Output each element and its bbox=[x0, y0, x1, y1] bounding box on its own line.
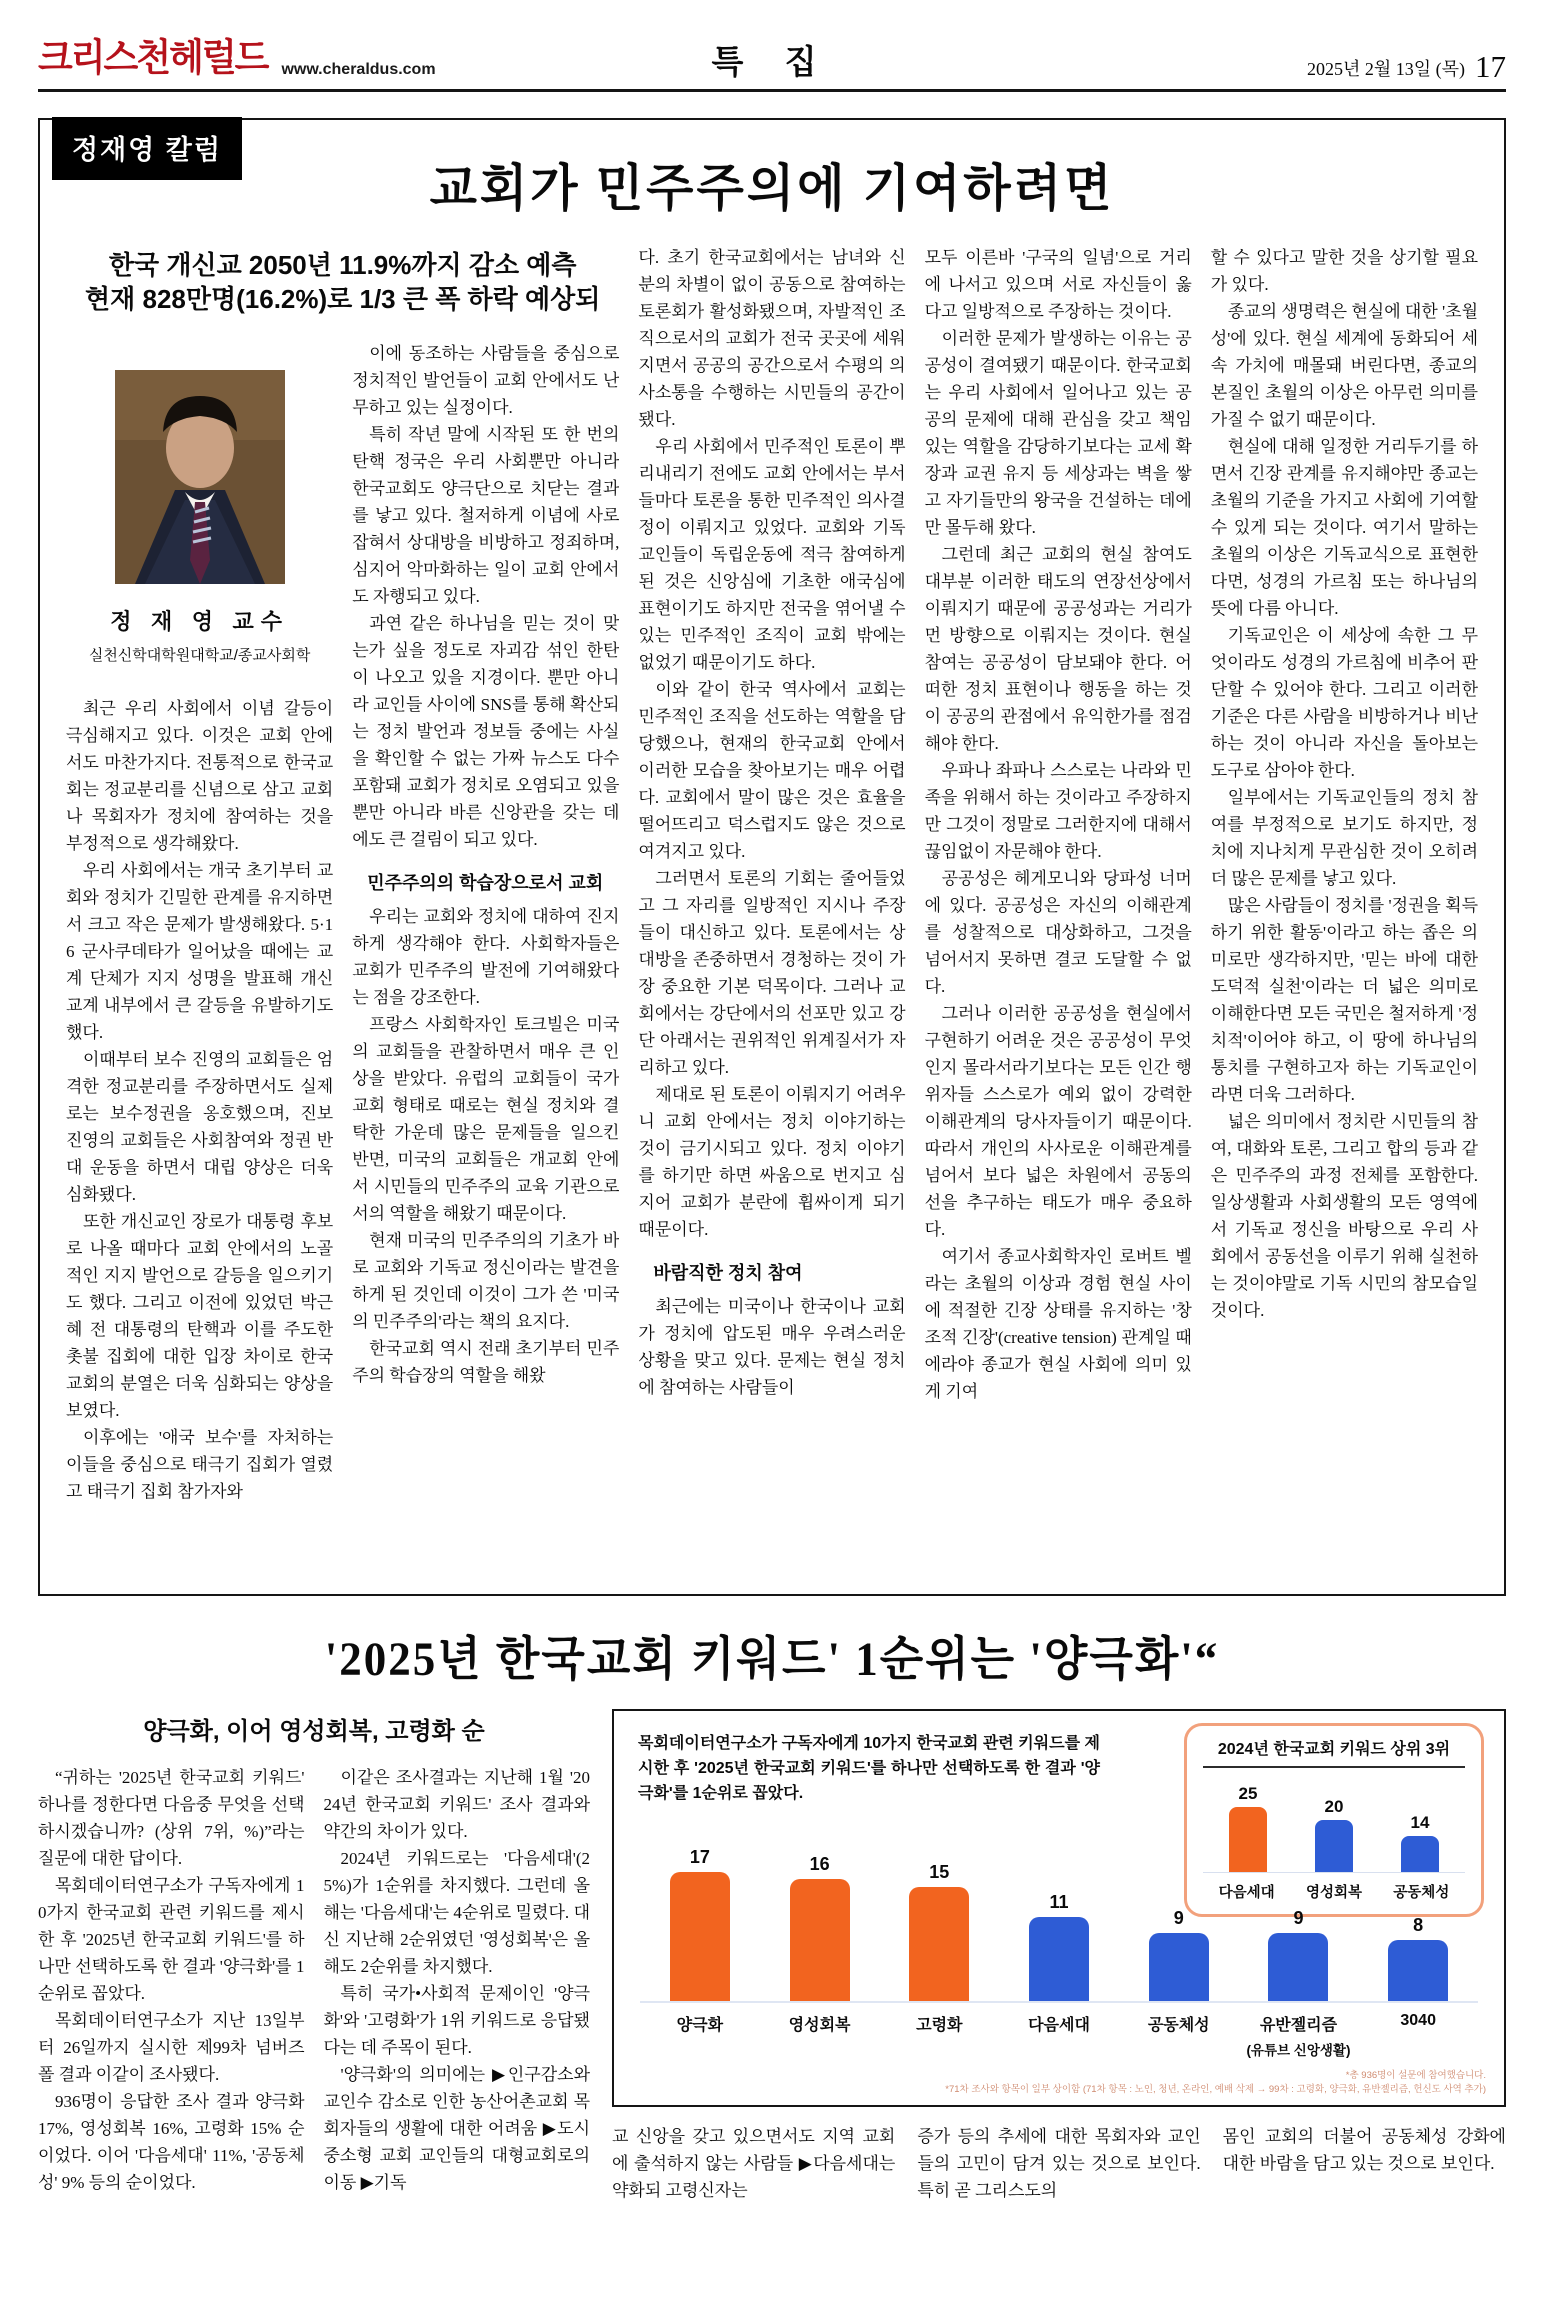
column-article-box bbox=[38, 118, 1506, 1596]
article2-title: '2025년 한국교회 키워드' 1순위는 '양극화'“ bbox=[324, 1632, 1220, 1686]
paragraph: 특히 작년 말에 시작된 또 한 번의 탄핵 정국은 우리 사회뿐만 아니라 한국교회도 양극단으로 치닫는 결과를 낳고 있다. 철저하게 이념에 사로잡혀서 상대방을 비방하고 정죄하며, 심지어 악마화하는 일이 교회 안에서도 자행되고 있다. bbox=[352, 425, 620, 606]
paragraph: 우리 사회에서 민주적인 토론이 뿌리내리기 전에도 교회 안에서는 부서들마다 토론을 통한 민주적인 의사결정이 이뤄지고 있었다. 교회와 기독교인들이 독립운동에 적극 참여하게 된 것은 신앙심에 기초한 애국심에 표현이기도 하지만 전국을 엮어낼 수 있는 민주적인 조직이 교회 밖에는 없었기 때문이기도 하다. bbox=[638, 437, 906, 672]
bar bbox=[1029, 1917, 1089, 2001]
article1-column-1-text bbox=[66, 695, 333, 1505]
paragraph: 현재 미국의 민주주의의 기초가 바로 교회와 기독교 정신이라는 발견을 하게 된 것인데 이것이 그가 쓴 '미국의 민주주의'라는 책의 요지다. bbox=[352, 1231, 620, 1331]
date-text: 2025년 2월 13일 (목) bbox=[1306, 59, 1465, 79]
bar-category-label: 영성회복 bbox=[1305, 1885, 1362, 1901]
paragraph: 이후에는 '애국 보수'를 자처하는 이들을 중심으로 태극기 집회가 열렸고 태극기 집회 참가자와 bbox=[66, 1428, 334, 1501]
strip-column-2: 증가 등의 추세에 대한 목회자와 교인들의 고민이 담겨 있는 것으로 보인다. 특히 곧 그리스도의 bbox=[917, 2127, 1201, 2200]
paragraph: “귀하는 '2025년 한국교회 키워드' 하나를 정한다면 다음중 무엇을 선택하시겠습니까? (상위 7위, %)”라는 질문에 대한 답이다. bbox=[38, 1768, 305, 1868]
paragraph: 할 수 있다고 말한 것을 상기할 필요가 있다. bbox=[1210, 248, 1478, 294]
bar-category-label: 다음세대 bbox=[1218, 1885, 1275, 1901]
chart-footnote-2: *71차 조사와 항목이 일부 상이함 (71차 항목 : 노인, 청년, 온라인, 예배 삭제 → 99차 : 고령화, 양극화, 유반젤리즘, 헌신도 사역 추가) bbox=[945, 2084, 1486, 2095]
paragraph: 최근에는 미국이나 한국이나 교회가 정치에 압도된 매우 우려스러운 상황을 맞고 있다. 문제는 현실 정치에 참여하는 사람들이 bbox=[638, 1297, 906, 1397]
paragraph: 과연 같은 하나님을 믿는 것이 맞는가 싶을 정도로 자괴감 섞인 한탄이 나오고 있을 지경이다. 뿐만 아니라 교인들 사이에 SNS를 통해 확산되는 정치 발언과 정보들 중에는 사실을 확인할 수 없는 가짜 뉴스도 다수 포함돼 교회가 정치로 오염되고 있을 뿐만 아니라 바른 신앙관을 갖는 데에도 큰 걸림이 되고 있다. bbox=[352, 614, 620, 849]
article2-column-1 bbox=[38, 1764, 305, 2196]
bar-다음세대 bbox=[999, 1892, 1119, 2001]
strip-column-3: 몸인 교회의 더불어 공동체성 강화에 대한 바람을 담고 있는 것으로 보인다. bbox=[1222, 2127, 1506, 2173]
strip-column-1: 교 신앙을 갖고 있으면서도 지역 교회에 출석하지 않는 사람들 ▶다음세대는 약화되 고령신자는 bbox=[612, 2127, 896, 2200]
bar-category-sublabel: (유튜브 신앙생활) bbox=[1246, 2043, 1351, 2058]
bar-value: 9 bbox=[1293, 1908, 1304, 1928]
paragraph: 이에 동조하는 사람들을 중심으로 정치적인 발언들이 교회 안에서도 난무하고 있는 실정이다. bbox=[352, 344, 620, 417]
paragraph: 모두 이른바 '구국의 일념'으로 거리에 나서고 있으며 서로 자신들이 옳다고 일방적으로 주장하는 것이다. bbox=[924, 248, 1192, 321]
paragraph: 다. 초기 한국교회에서는 남녀와 신분의 차별이 없이 공동으로 참여하는 토론회가 활성화됐으며, 자발적인 조직으로서의 교회가 전국 곳곳에 세워지면서 공공의 공간으로서 수평의 의사소통을 수행하는 시민들의 공간이 됐다. bbox=[638, 248, 906, 429]
keyword-article bbox=[38, 1622, 1506, 2204]
bar-category-label: 유반젤리즘 (유튜브 신앙생활) bbox=[1239, 2000, 1359, 2059]
bar bbox=[1149, 1933, 1209, 2001]
chart-footnote-1: *총 936명이 설문에 참여했습니다. bbox=[1345, 2070, 1486, 2081]
section-title: 특 집 bbox=[711, 43, 833, 80]
paragraph: 특히 국가•사회적 문제이인 '양극화'와 '고령화'가 1위 키워드로 응답됐다는 데 주목이 된다. bbox=[323, 1984, 590, 2057]
chart-inset-title: 2024년 한국교회 키워드 상위 3위 bbox=[1203, 1736, 1465, 1768]
article2-continuation-strip bbox=[612, 2123, 1506, 2204]
chart-intro-text: 목회데이터연구소가 구독자에게 10가지 한국교회 관련 키워드를 제시한 후 '2025년 한국교회 키워드'를 하나만 선택하도록 한 결과 '양극화'를 1순위로 꼽았다. bbox=[638, 1735, 1100, 1802]
paragraph: 이같은 조사결과는 지난해 1월 '2024년 한국교회 키워드' 조사 결과와 약간의 차이가 있다. bbox=[323, 1768, 590, 1841]
bar-category-label: 공동체성 bbox=[1393, 1885, 1450, 1901]
article2-column-2 bbox=[324, 1764, 591, 2196]
paragraph: 그런데 최근 교회의 현실 참여도 대부분 이러한 태도의 연장선상에서 이뤄지기 때문에 공공성과는 거리가 먼 방향으로 이뤄지는 것이다. 현실 참여는 공공성이 담보돼야 한다. 어떠한 정치 표현이나 행동을 하는 것이 공공의 관점에서 유익한가를 점검해야 한다. bbox=[924, 545, 1192, 753]
paragraph: 기독교인은 이 세상에 속한 그 무엇이라도 성경의 가르침에 비추어 판단할 수 있어야 한다. 그리고 이러한 기준은 다른 사람을 비방하거나 비난하는 것이 아니라 자신을 돌아보는 도구로 삼아야 한다. bbox=[1210, 626, 1478, 780]
bar-value: 15 bbox=[929, 1862, 950, 1882]
article1-column-3 bbox=[638, 244, 905, 1522]
professor-photo bbox=[115, 370, 285, 589]
bar bbox=[670, 1872, 730, 2001]
article1-column-5 bbox=[1211, 244, 1478, 1522]
paragraph: 한국교회 역시 전래 초기부터 민주주의 학습장의 역할을 해왔 bbox=[352, 1339, 620, 1385]
bar-유반젤리즘 bbox=[1239, 1908, 1359, 2001]
paragraph: 목회데이터연구소가 구독자에게 10가지 한국교회 관련 키워드를 제시한 후 '2025년 한국교회 키워드'를 하나만 선택하도록 한 결과 '양극화'를 1순위로 꼽았다. bbox=[38, 1876, 305, 2003]
paragraph: 공공성은 헤게모니와 당파성 너머에 있다. 공공성은 자신의 이해관계를 성찰적으로 대상화하고, 그것을 넘어서지 못하면 결코 도달할 수 없다. bbox=[924, 869, 1192, 996]
bar-category-label: 3040 bbox=[1400, 2012, 1436, 2029]
bar bbox=[909, 1887, 969, 2001]
bar-value: 14 bbox=[1410, 1813, 1430, 1832]
page-header bbox=[38, 0, 1506, 92]
bar-영성회복 bbox=[760, 1854, 880, 2001]
column-subhead: 바람직한 정치 참여 bbox=[653, 1263, 803, 1283]
dateline bbox=[1306, 49, 1506, 84]
photo-caption-affiliation: 실천신학대학원대학교/종교사회학 bbox=[88, 647, 311, 664]
keyword-bar-chart bbox=[612, 1709, 1506, 2107]
paragraph: 현실에 대해 일정한 거리두기를 하면서 긴장 관계를 유지해야만 종교는 초월의 기준을 가지고 사회에 기여할 수 있게 되는 것이다. 여기서 말하는 초월의 이상은 기독교식으로 표현한다면, 성경의 가르침 또는 하나님의 뜻에 다름 아니다. bbox=[1210, 437, 1478, 618]
main-category-labels bbox=[640, 2000, 1478, 2059]
article1-subtitle bbox=[66, 244, 619, 340]
bar-value: 8 bbox=[1413, 1915, 1424, 1935]
paragraph: 2024년 키워드로는 '다음세대'(25%)가 1순위를 차지했다. 그런데 올해는 '다음세대'는 4순위로 밀렸다. 대신 지난해 2순위였던 '영성회복'은 올해도 2순위를 차지했다. bbox=[323, 1849, 590, 1976]
bar bbox=[1388, 1940, 1448, 2001]
bar bbox=[1268, 1933, 1328, 2001]
bar-value: 17 bbox=[689, 1847, 710, 1867]
bar-category-label: 양극화 bbox=[676, 2017, 724, 2034]
bar-category-label: 다음세대 bbox=[1028, 2017, 1090, 2034]
paragraph: 우파나 좌파나 스스로는 나라와 민족을 위해서 하는 것이라고 주장하지만 그것이 정말로 그러한지에 대해서 끊임없이 자문해야 한다. bbox=[924, 761, 1192, 861]
article2-text-area bbox=[38, 1709, 590, 2196]
bar-3040 bbox=[1358, 1915, 1478, 2001]
paragraph: 그러면서 토론의 기회는 줄어들었고 그 자리를 일방적인 지시나 주장들이 대신하고 있다. 토론에서는 상대방을 존중하면서 경청하는 것이 가장 중요한 기본 덕목이다. 그러나 교회에서는 강단에서의 선포만 있고 강단 아래서는 권위적인 위계질서가 자리하고 있다. bbox=[638, 869, 906, 1077]
bar-value: 25 bbox=[1238, 1784, 1258, 1803]
article1-column-2 bbox=[352, 340, 619, 1522]
paragraph: 최근 우리 사회에서 이념 갈등이 극심해지고 있다. 이것은 교회 안에서도 마찬가지다. 전통적으로 한국교회는 정교분리를 신념으로 삼고 교회나 목회자가 정치에 참여하는 것을 부정적으로 생각해왔다. bbox=[66, 699, 334, 853]
paragraph: 제대로 된 토론이 이뤄지기 어려우니 교회 안에서는 정치 이야기하는 것이 금기시되고 있다. 정치 이야기를 하기만 하면 싸움으로 번지고 심지어 교회가 분란에 휩싸이게 되기 때문이다. bbox=[638, 1085, 906, 1239]
paragraph: 여기서 종교사회학자인 로버트 벨라는 초월의 이상과 경험 현실 사이에 적절한 긴장 상태를 유지하는 '창조적 긴장'(creative tension) 관계일 때에라야 종교가 현실 사회에 의미 있게 기여 bbox=[924, 1247, 1192, 1401]
bar-고령화 bbox=[879, 1862, 999, 2001]
bar-category-label: 고령화 bbox=[916, 2017, 963, 2034]
paragraph: 이때부터 보수 진영의 교회들은 엄격한 정교분리를 주장하면서도 실제로는 보수정권을 옹호했으며, 진보 진영의 교회들은 사회참여와 정권 반대 운동을 하면서 대립 양상은 더욱 심화됐다. bbox=[66, 1050, 334, 1204]
column-subhead: 민주주의의 학습장으로서 교회 bbox=[367, 873, 604, 893]
paragraph: 목회데이터연구소가 지난 13일부터 26일까지 실시한 제99차 넘버즈 폴 결과 이같이 조사됐다. bbox=[38, 2011, 305, 2084]
bar bbox=[790, 1879, 850, 2001]
subtitle-line: 한국 개신교 2050년 11.9%까지 감소 예측 bbox=[108, 250, 577, 280]
paragraph: '양극화'의 의미에는 ▶인구감소와 교인수 감소로 인한 농산어촌교회 목회자들의 생활에 대한 어려움 ▶도시 중소형 교회 교인들의 대형교회로의 이동 ▶기독 bbox=[323, 2065, 590, 2192]
paragraph: 그러나 이러한 공공성을 현실에서 구현하기 어려운 것은 공공성이 무엇인지 몰라서라기보다는 모든 인간 행위자들 스스로가 예외 없이 강력한 이해관계의 당사자들이기 때문이다. 따라서 개인의 사사로운 이해관계를 넘어서 보다 넓은 차원에서 공동의 선을 추구하는 태도가 매우 중요하다. bbox=[924, 1004, 1192, 1239]
subtitle-line: 현재 828만명(16.2%)로 1/3 큰 폭 하락 예상되 bbox=[85, 284, 601, 314]
bar-value: 16 bbox=[809, 1854, 830, 1874]
paragraph: 많은 사람들이 정치를 '정권을 획득하기 위한 활동'이라고 하는 좁은 의미로만 생각하지만, '믿는 바에 대한 도덕적 실천'이라는 더 넓은 의미로 이해한다면 모든 국민은 철저하게 '정치적'이어야 하고, 이 땅에 하나님의 통치를 구현하고자 하는 기독교인이라면 더욱 그러하다. bbox=[1210, 896, 1478, 1104]
article1-title: 교회가 민주주의에 기여하려면 bbox=[429, 160, 1115, 217]
bar-value: 20 bbox=[1324, 1797, 1344, 1816]
paragraph: 이러한 문제가 발생하는 이유는 공공성이 결여됐기 때문이다. 한국교회는 우리 사회에서 일어나고 있는 공공의 문제에 대해 관심을 갖고 책임 있는 역할을 감당하기보다는 교세 확장과 교권 유지 등 세상과는 벽을 쌓고 자기들만의 왕국을 건설하는 데에만 몰두해 왔다. bbox=[924, 329, 1192, 537]
page-number: 17 bbox=[1475, 49, 1506, 84]
column-label: 정재영 칼럼 bbox=[52, 117, 242, 180]
bar-category-label: 영성회복 bbox=[788, 2017, 851, 2034]
newspaper-logo: 크리스천헤럴드 bbox=[38, 36, 268, 80]
main-bars bbox=[640, 1847, 1478, 2003]
paragraph: 종교의 생명력은 현실에 대한 '초월성'에 있다. 현실 세계에 동화되어 세속 가치에 매몰돼 버린다면, 종교의 본질인 초월의 이상은 아무런 의미를 가질 수 없기 때문이다. bbox=[1210, 302, 1478, 429]
photo-caption-name: 정 재 영 교수 bbox=[110, 609, 289, 634]
paragraph: 이와 같이 한국 역사에서 교회는 민주적인 조직을 선도하는 역할을 담당했으나, 현재의 한국교회 안에서 이러한 모습을 찾아보기는 매우 어렵다. 교회에서 말이 많은 것은 효율을 떨어뜨리고 덕스럽지도 않은 것으로 여겨지고 있다. bbox=[638, 680, 906, 861]
bar-value: 11 bbox=[1049, 1892, 1069, 1912]
article1-column-1 bbox=[66, 340, 333, 1522]
bar-공동체성 bbox=[1119, 1908, 1239, 2001]
paragraph: 936명이 응답한 조사 결과 양극화 17%, 영성회복 16%, 고령화 15% 순이었다. 이어 '다음세대' 11%, '공동체성' 9% 등의 순이었다. bbox=[38, 2092, 305, 2192]
paragraph: 우리는 교회와 정치에 대하여 진지하게 생각해야 한다. 사회학자들은 교회가 민주주의 발전에 기여해왔다는 점을 강조한다. bbox=[352, 907, 620, 1007]
paragraph: 일부에서는 기독교인들의 정치 참여를 부정적으로 보기도 하지만, 정치에 지나치게 무관심한 것이 오히려 더 많은 문제를 낳고 있다. bbox=[1210, 788, 1478, 888]
article1-columns bbox=[66, 244, 1478, 1522]
paragraph: 또한 개신교인 장로가 대통령 후보로 나올 때마다 교회 안에서의 노골적인 지지 발언으로 갈등을 일으키기도 했다. 그리고 이전에 있었던 박근혜 전 대통령의 탄핵과 이를 주도한 촛불 집회에 대한 입장 차이로 한국교회의 분열은 더욱 심화되는 양상을 보였다. bbox=[66, 1212, 334, 1420]
chart-footnotes bbox=[945, 2069, 1486, 2097]
newspaper-url: www.cheraldus.com bbox=[281, 61, 436, 78]
bar-category-label: 공동체성 bbox=[1147, 2017, 1210, 2034]
article2-subhead: 양극화, 이어 영성회복, 고령화 순 bbox=[143, 1718, 485, 1745]
paragraph: 우리 사회에서는 개국 초기부터 교회와 정치가 긴밀한 관계를 유지하면서 크고 작은 문제가 발생해왔다. 5·16 군사쿠데타가 일어났을 때에는 교계 단체가 지지 성명을 발표해 개신교계 내부에서 큰 갈등을 유발하기도 했다. bbox=[66, 861, 334, 1042]
paragraph: 프랑스 사회학자인 토크빌은 미국의 교회들을 관찰하면서 매우 큰 인상을 받았다. 유럽의 교회들이 국가 교회 형태로 때로는 현실 정치와 결탁한 가운데 많은 문제들을 일으킨 반면, 미국의 교회들은 개교회 안에서 시민들의 민주주의 교육 기관으로서의 역할을 해왔기 때문이다. bbox=[352, 1015, 620, 1223]
article1-column-4 bbox=[925, 244, 1192, 1522]
bar-value: 9 bbox=[1173, 1908, 1184, 1928]
bar-양극화 bbox=[640, 1847, 760, 2001]
paragraph: 넓은 의미에서 정치란 시민들의 참여, 대화와 토론, 그리고 합의 등과 같은 민주주의 과정 전체를 포함한다. 일상생활과 사회생활의 모든 영역에서 기독교 정신을 바탕으로 우리 사회에서 공동선을 이루기 위해 실천하는 것이야말로 기독 시민의 참모습일 것이다. bbox=[1210, 1112, 1478, 1320]
